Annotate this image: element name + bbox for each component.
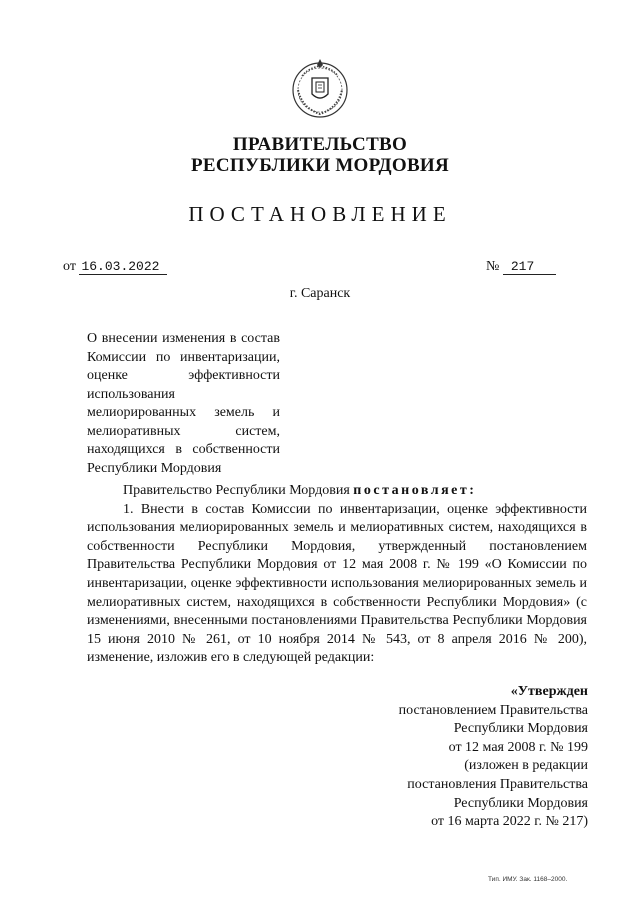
approval-line: Республики Мордовия	[453, 795, 588, 811]
date-prefix: от	[63, 259, 76, 274]
document-date	[63, 259, 167, 275]
approval-line: (изложен в редакции	[464, 758, 588, 774]
document-subject: О внесении изменения в состав Комиссии по инвентаризации, оценке эффективности использования мелиорированных земель и мелиоративных систем, находящихся в собственности Республики Мордовия	[87, 331, 280, 476]
document-body	[87, 482, 587, 668]
number-value: 217	[503, 259, 556, 275]
approval-line: постановления Правительства	[407, 776, 588, 792]
coat-of-arms-icon	[288, 56, 352, 120]
approval-block	[399, 683, 588, 832]
number-prefix: №	[486, 259, 500, 274]
approval-heading: «Утвержден	[510, 684, 588, 699]
date-value: 16.03.2022	[79, 259, 167, 275]
document-number	[486, 259, 556, 275]
approval-line: от 12 мая 2008 г. № 199	[448, 739, 588, 755]
org-title-line1: ПРАВИТЕЛЬСТВО	[232, 134, 408, 155]
approval-line: Республики Мордовия	[453, 721, 588, 737]
city-name: г. Саранск	[289, 286, 351, 301]
print-mark: Тип. ИМУ. Зак. 1168–2000.	[488, 876, 568, 883]
org-title-line2: РЕСПУБЛИКИ МОРДОВИЯ	[190, 155, 450, 176]
document-type-title: ПОСТАНОВЛЕНИЕ	[188, 202, 452, 226]
intro-action: постановляет:	[353, 483, 477, 498]
intro-text: Правительство Республики Мордовия	[123, 483, 350, 498]
intro-paragraph	[87, 482, 587, 501]
approval-line: постановлением Правительства	[398, 702, 588, 718]
approval-line: от 16 марта 2022 г. № 217)	[431, 814, 588, 830]
paragraph-1: 1. Внести в состав Комиссии по инвентаризации, оценке эффективности использования мелиорированных земель и мелиоративных систем, находящихся в собственности Республики Мордовия, утвержденный постановлением Правительства Республики Мордовия от 12 мая 2008 г. № 199 «О Комиссии по инвентаризации, оценке эффективности использования мелиорированных земель и мелиоративных систем, находящихся в собственности Республики Мордовия» (с изменениями, внесенными постановлениями Правительства Республики Мордовия 15 июня 2010 № 261, от 10 ноября 2014 № 543, от 8 апреля 2016 № 200), изменение, изложив его в следующей редакции:	[87, 501, 587, 666]
